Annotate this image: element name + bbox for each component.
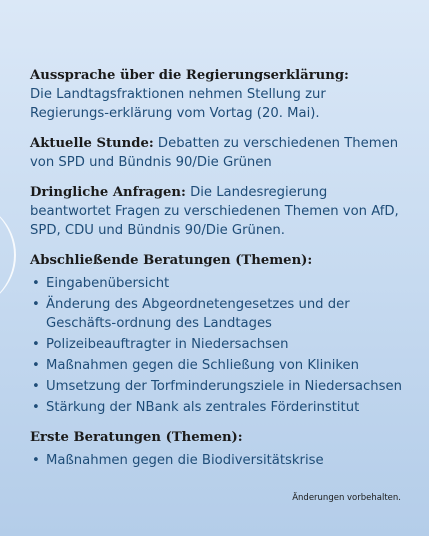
list-item-text: Maßnahmen gegen die Schließung von Kliniken <box>46 358 359 373</box>
list-item-text: Polizeibeauftragter in Niedersachsen <box>46 337 289 352</box>
footer-note: Änderungen vorbehalten. <box>292 493 401 503</box>
bullet-glyph: • <box>32 297 40 312</box>
list-item-text: Eingabenübersicht <box>46 276 170 291</box>
section-heading: Dringliche Anfragen: <box>30 185 186 200</box>
section-text: Debatten zu verschiedenen Themen von SPD und Bündnis 90/Die Grünen <box>30 136 399 170</box>
bullet-glyph: • <box>32 358 40 373</box>
decorative-arc <box>0 200 16 310</box>
list-item <box>30 335 412 354</box>
section-text: Die Landtagsfraktionen nehmen Stellung zur Regierungs-erklärung vom Vortag (20. Mai). <box>30 87 326 121</box>
section-abschliessende-beratungen <box>30 251 412 417</box>
bullet-glyph: • <box>32 400 40 415</box>
section-heading: Aktuelle Stunde: <box>30 136 154 151</box>
list-item <box>30 377 412 396</box>
list-item <box>30 356 412 375</box>
bullet-glyph: • <box>32 453 40 468</box>
section-aktuelle-stunde <box>30 134 412 172</box>
section-erste-beratungen <box>30 428 412 470</box>
section-regierungserklaerung <box>30 66 412 123</box>
bullet-glyph: • <box>32 276 40 291</box>
bullet-glyph: • <box>32 337 40 352</box>
list-item-text: Maßnahmen gegen die Biodiversitätskrise <box>46 453 324 468</box>
section-heading: Erste Beratungen (Themen): <box>30 430 243 445</box>
list-item-text: Stärkung der NBank als zentrales Förderinstitut <box>46 400 360 415</box>
list-item <box>30 274 412 293</box>
topic-list <box>30 274 412 417</box>
list-item <box>30 295 412 333</box>
section-text: Die Landesregierung beantwortet Fragen zu verschiedenen Themen von AfD, SPD, CDU und Bündnis 90/Die Grünen. <box>30 185 399 238</box>
section-dringliche-anfragen <box>30 183 412 240</box>
list-item <box>30 451 412 470</box>
list-item-text: Umsetzung der Torfminderungsziele in Niedersachsen <box>46 379 402 394</box>
bullet-glyph: • <box>32 379 40 394</box>
topic-list <box>30 451 412 470</box>
agenda-content <box>30 66 412 481</box>
list-item <box>30 398 412 417</box>
section-heading: Abschließende Beratungen (Themen): <box>30 253 313 268</box>
section-heading: Aussprache über die Regierungserklärung: <box>30 68 349 83</box>
list-item-text: Änderung des Abgeordnetengesetzes und der Geschäfts-ordnung des Landtages <box>46 297 350 331</box>
